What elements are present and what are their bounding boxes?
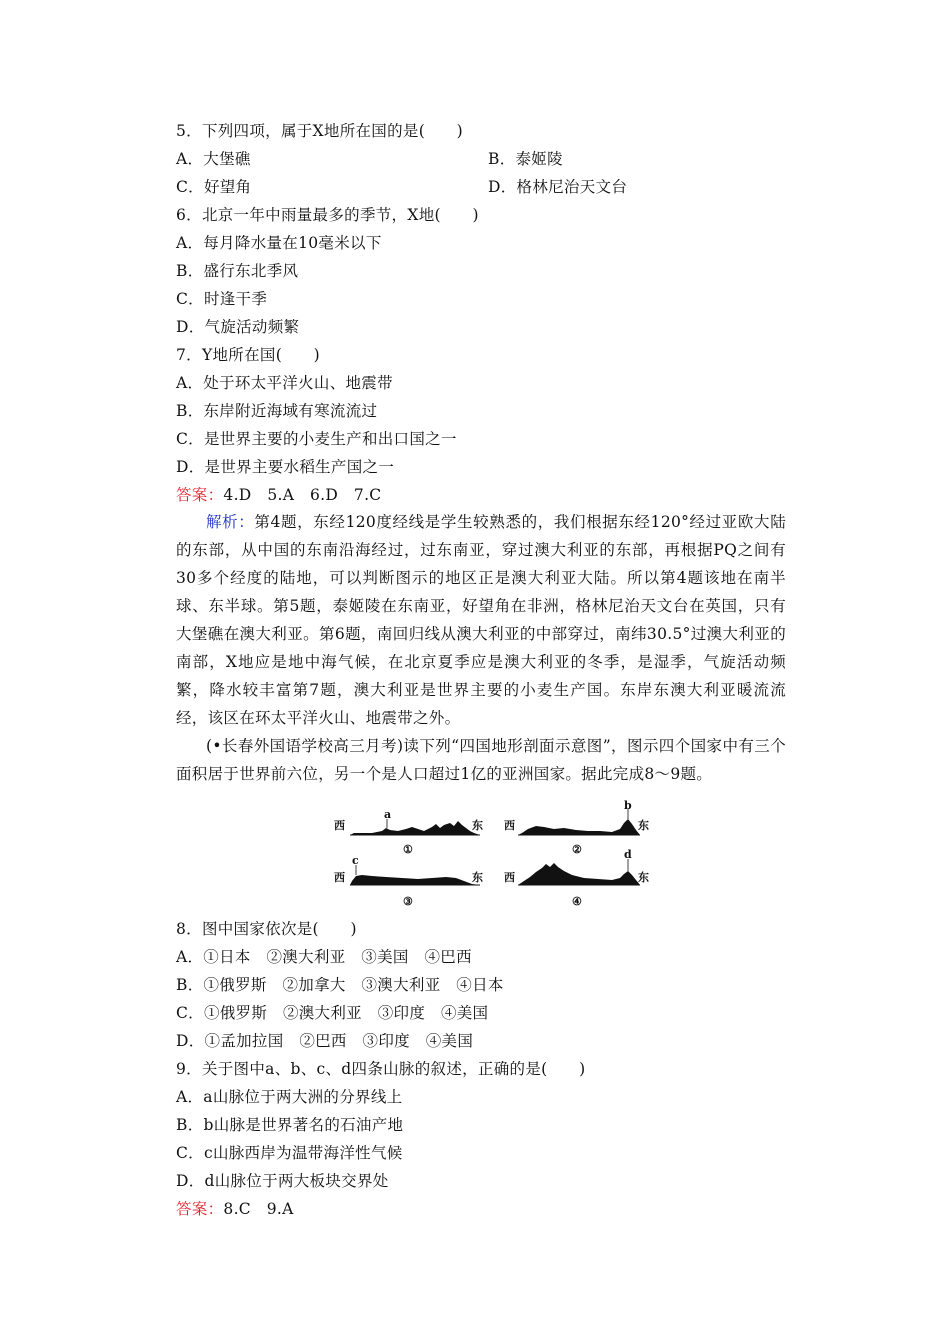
q8-option-d: D．①孟加拉国 ②巴西 ③印度 ④美国 [176, 1032, 474, 1050]
profile-number-3: ③ [403, 895, 413, 908]
q5-option-a: A．大堡礁 [176, 150, 251, 168]
profile-number-2: ② [572, 843, 582, 856]
q6-option-d: D．气旋活动频繁 [176, 318, 300, 336]
q7-stem: 7．Y地所在国( ) [176, 346, 320, 364]
answer-text-2: 8.C 9.A [223, 1200, 294, 1218]
q6-stem: 6．北京一年中雨量最多的季节，X地( ) [176, 206, 479, 224]
q8-option-b: B．①俄罗斯 ②加拿大 ③澳大利亚 ④日本 [176, 976, 504, 994]
profile-number-1: ① [403, 843, 413, 856]
q9-option-c: C．c山脉西岸为温带海洋性气候 [176, 1144, 403, 1162]
terrain-profile-svg [332, 799, 652, 915]
analysis-paragraph [176, 508, 786, 732]
east-label-1: 东 [472, 819, 483, 832]
east-label-4: 东 [638, 871, 649, 884]
analysis-text: 第4题，东经120度经线是学生较熟悉的，我们根据东经120°经过亚欧大陆的东部，从中国的东南沿海经过，过东南亚，穿过澳大利亚的东部，再根据PQ之间有30多个经度的陆地，可以判断图示的地区正是澳大利亚大陆。所以第4题该地在南半球、东半球。第5题，泰姬陵在东南亚，好望角在非洲，格林尼治天文台在英国，只有大堡礁在澳大利亚。第6题，南回归线从澳大利亚的中部穿过，南纬30.5°过澳大利亚的南部，X地应是地中海气候，在北京夏季应是澳大利亚的冬季，是湿季，气旋活动频繁，降水较丰富第7题，澳大利亚是世界主要的小麦生产国。东岸东澳大利亚暖流流经，该区在环太平洋火山、地震带之外。 [176, 513, 786, 727]
mark-a: a [384, 808, 392, 821]
answer-block-1 [176, 485, 381, 505]
q7-option-a: A．处于环太平洋火山、地震带 [176, 374, 393, 392]
q6-option-c: C．时逢干季 [176, 290, 268, 308]
q8-option-a: A．①日本 ②澳大利亚 ③美国 ④巴西 [176, 948, 472, 966]
q8-option-c: C．①俄罗斯 ②澳大利亚 ③印度 ④美国 [176, 1004, 489, 1022]
east-label-3: 东 [472, 871, 483, 884]
q6-option-a: A．每月降水量在10毫米以下 [176, 234, 382, 252]
q5-option-c: C．好望角 [176, 178, 252, 196]
mark-b: b [624, 799, 632, 812]
profile-number-4: ④ [572, 895, 582, 908]
east-label-2: 东 [638, 819, 649, 832]
q5-option-b: B．泰姬陵 [488, 150, 563, 168]
analysis-label: 解析： [206, 513, 255, 531]
q8-stem: 8．图中国家依次是( ) [176, 920, 357, 938]
q7-option-c: C．是世界主要的小麦生产和出口国之一 [176, 430, 457, 448]
answer-text: 4.D 5.A 6.D 7.C [223, 486, 382, 504]
intro-paragraph: (•长春外国语学校高三月考)读下列“四国地形剖面示意图”，图示四个国家中有三个面积居于世界前六位，另一个是人口超过1亿的亚洲国家。据此完成8～9题。 [176, 737, 786, 783]
q9-stem: 9．关于图中a、b、c、d四条山脉的叙述，正确的是( ) [176, 1060, 586, 1078]
q7-option-b: B．东岸附近海域有寒流流过 [176, 402, 378, 420]
answer-label-2: 答案： [176, 1200, 224, 1218]
q9-option-d: D．d山脉位于两大板块交界处 [176, 1172, 389, 1190]
west-label-2: 西 [504, 819, 515, 832]
mark-c: c [352, 854, 359, 867]
profile-4 [504, 848, 649, 908]
west-label-4: 西 [504, 871, 515, 884]
q7-option-d: D．是世界主要水稻生产国之一 [176, 458, 395, 476]
q9-option-b: B．b山脉是世界著名的石油产地 [176, 1116, 404, 1134]
q5-option-d: D．格林尼治天文台 [488, 178, 628, 196]
q6-option-b: B．盛行东北季风 [176, 262, 299, 280]
q5-stem: 5．下列四项，属于X地所在国的是( ) [176, 122, 463, 140]
mark-d: d [624, 848, 632, 861]
profile-3 [334, 854, 483, 908]
west-label-3: 西 [334, 871, 345, 884]
profile-1 [334, 808, 483, 856]
answer-block-2 [176, 1199, 294, 1219]
answer-label: 答案： [176, 486, 224, 504]
west-label-1: 西 [334, 819, 345, 832]
terrain-profile-figure [332, 799, 652, 915]
q9-option-a: A．a山脉位于两大洲的分界线上 [176, 1088, 403, 1106]
